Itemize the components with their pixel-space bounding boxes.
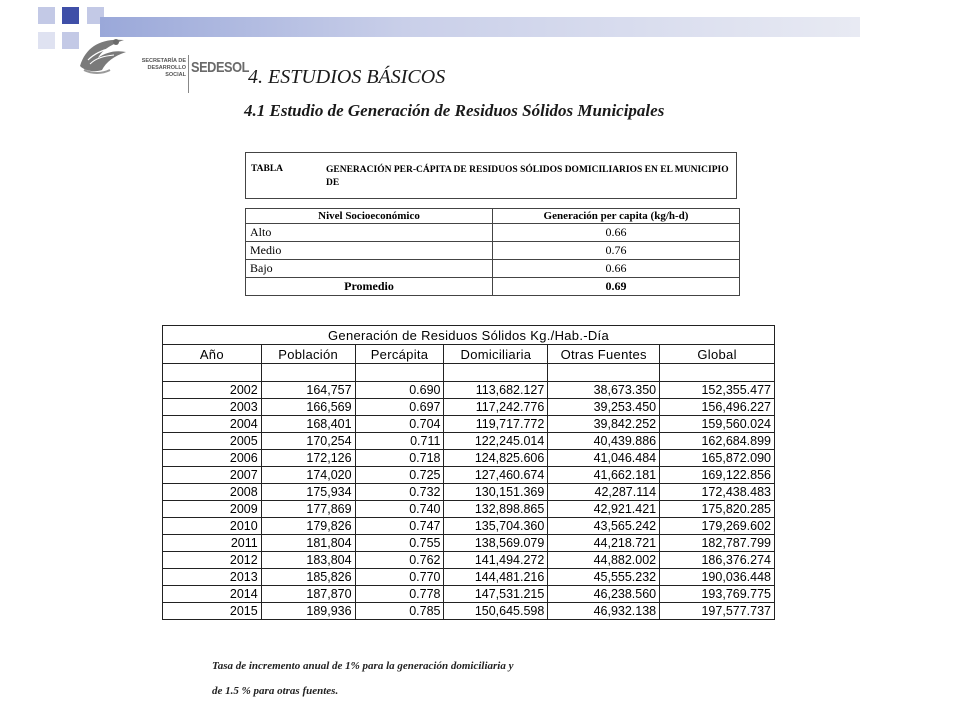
percapita-value: 0.66 xyxy=(493,260,740,278)
percapita-row xyxy=(246,260,740,278)
blank-cell xyxy=(261,364,355,382)
cell-year: 2011 xyxy=(163,535,262,552)
cell-domestic: 132,898.865 xyxy=(444,501,548,518)
cell-domestic: 130,151.369 xyxy=(444,484,548,501)
cell-domestic: 138,569.079 xyxy=(444,535,548,552)
page-title: 4. ESTUDIOS BÁSICOS xyxy=(248,66,446,88)
decor-square-4 xyxy=(38,32,55,49)
percapita-average-row xyxy=(246,278,740,296)
cell-other-sources: 41,662.181 xyxy=(548,467,660,484)
cell-year: 2006 xyxy=(163,450,262,467)
blank-cell xyxy=(163,364,262,382)
table-row xyxy=(163,399,775,416)
table-row xyxy=(163,603,775,620)
cell-year: 2004 xyxy=(163,416,262,433)
logo-ministry-text xyxy=(130,58,186,79)
percapita-level: Alto xyxy=(246,224,493,242)
page-subtitle: 4.1 Estudio de Generación de Residuos Sólidos Municipales xyxy=(244,101,665,120)
cell-population: 187,870 xyxy=(261,586,355,603)
cell-percapita: 0.747 xyxy=(355,518,444,535)
cell-other-sources: 39,253.450 xyxy=(548,399,660,416)
cell-population: 168,401 xyxy=(261,416,355,433)
cell-percapita: 0.770 xyxy=(355,569,444,586)
percapita-header-generation: Generación per capita (kg/h-d) xyxy=(493,209,740,224)
cell-percapita: 0.704 xyxy=(355,416,444,433)
table-row xyxy=(163,501,775,518)
cell-population: 177,869 xyxy=(261,501,355,518)
caption-label: TABLA xyxy=(251,164,284,174)
cell-year: 2003 xyxy=(163,399,262,416)
cell-year: 2008 xyxy=(163,484,262,501)
cell-other-sources: 44,882.002 xyxy=(548,552,660,569)
table-row xyxy=(163,552,775,569)
table-row xyxy=(163,569,775,586)
cell-population: 185,826 xyxy=(261,569,355,586)
cell-domestic: 127,460.674 xyxy=(444,467,548,484)
percapita-average-label: Promedio xyxy=(246,278,493,296)
cell-percapita: 0.718 xyxy=(355,450,444,467)
cell-year: 2012 xyxy=(163,552,262,569)
generation-header-row xyxy=(163,345,775,364)
cell-year: 2010 xyxy=(163,518,262,535)
cell-population: 175,934 xyxy=(261,484,355,501)
generation-title-row xyxy=(163,326,775,345)
header-year: Año xyxy=(163,345,262,364)
cell-percapita: 0.755 xyxy=(355,535,444,552)
cell-percapita: 0.711 xyxy=(355,433,444,450)
caption-text: GENERACIÓN PER-CÁPITA DE RESIDUOS SÓLIDOS DOMICILIARIOS EN EL MUNICIPIO DE xyxy=(326,165,729,188)
cell-year: 2014 xyxy=(163,586,262,603)
cell-percapita: 0.690 xyxy=(355,382,444,399)
percapita-value: 0.76 xyxy=(493,242,740,260)
cell-year: 2013 xyxy=(163,569,262,586)
note-line-2: de 1.5 % para otras fuentes. xyxy=(212,685,339,697)
cell-domestic: 122,245.014 xyxy=(444,433,548,450)
cell-population: 170,254 xyxy=(261,433,355,450)
cell-global: 190,036.448 xyxy=(660,569,775,586)
table-row xyxy=(163,467,775,484)
cell-domestic: 117,242.776 xyxy=(444,399,548,416)
blank-cell xyxy=(660,364,775,382)
table-row xyxy=(163,535,775,552)
cell-global: 186,376.274 xyxy=(660,552,775,569)
cell-year: 2015 xyxy=(163,603,262,620)
blank-row xyxy=(163,364,775,382)
header-percapita: Percápita xyxy=(355,345,444,364)
cell-global: 179,269.602 xyxy=(660,518,775,535)
cell-global: 162,684.899 xyxy=(660,433,775,450)
cell-year: 2009 xyxy=(163,501,262,518)
cell-domestic: 113,682.127 xyxy=(444,382,548,399)
percapita-level: Bajo xyxy=(246,260,493,278)
cell-other-sources: 40,439.886 xyxy=(548,433,660,450)
cell-other-sources: 39,842.252 xyxy=(548,416,660,433)
cell-domestic: 141,494.272 xyxy=(444,552,548,569)
cell-population: 183,804 xyxy=(261,552,355,569)
generation-table xyxy=(162,325,775,620)
cell-global: 152,355.477 xyxy=(660,382,775,399)
cell-other-sources: 38,673.350 xyxy=(548,382,660,399)
table-row xyxy=(163,450,775,467)
cell-global: 156,496.227 xyxy=(660,399,775,416)
cell-other-sources: 42,287.114 xyxy=(548,484,660,501)
cell-year: 2007 xyxy=(163,467,262,484)
table-row xyxy=(163,484,775,501)
cell-year: 2005 xyxy=(163,433,262,450)
table-row xyxy=(163,518,775,535)
cell-domestic: 119,717.772 xyxy=(444,416,548,433)
cell-domestic: 150,645.598 xyxy=(444,603,548,620)
logo-separator xyxy=(188,55,189,93)
cell-percapita: 0.762 xyxy=(355,552,444,569)
eagle-emblem-icon xyxy=(72,26,130,82)
percapita-row xyxy=(246,224,740,242)
logo-line-2: DESARROLLO xyxy=(147,65,186,71)
cell-year: 2002 xyxy=(163,382,262,399)
decor-square-1 xyxy=(38,7,55,24)
logo-line-3: SOCIAL xyxy=(165,72,186,78)
cell-population: 181,804 xyxy=(261,535,355,552)
cell-population: 172,126 xyxy=(261,450,355,467)
cell-domestic: 124,825.606 xyxy=(444,450,548,467)
cell-population: 189,936 xyxy=(261,603,355,620)
cell-population: 166,569 xyxy=(261,399,355,416)
cell-domestic: 135,704.360 xyxy=(444,518,548,535)
cell-population: 174,020 xyxy=(261,467,355,484)
cell-global: 193,769.775 xyxy=(660,586,775,603)
header-global: Global xyxy=(660,345,775,364)
blank-cell xyxy=(355,364,444,382)
generation-table-title: Generación de Residuos Sólidos Kg./Hab.-Día xyxy=(163,326,775,345)
percapita-level: Medio xyxy=(246,242,493,260)
percapita-value: 0.66 xyxy=(493,224,740,242)
cell-percapita: 0.740 xyxy=(355,501,444,518)
header-domestic: Domiciliaria xyxy=(444,345,548,364)
table-row xyxy=(163,416,775,433)
cell-global: 172,438.483 xyxy=(660,484,775,501)
percapita-header-level: Nivel Socioeconómico xyxy=(246,209,493,224)
cell-percapita: 0.732 xyxy=(355,484,444,501)
cell-global: 175,820.285 xyxy=(660,501,775,518)
header-population: Población xyxy=(261,345,355,364)
cell-percapita: 0.725 xyxy=(355,467,444,484)
percapita-table xyxy=(245,208,740,296)
percapita-header-row xyxy=(246,209,740,224)
table-row xyxy=(163,382,775,399)
cell-population: 179,826 xyxy=(261,518,355,535)
logo-brand: SEDESOL xyxy=(191,59,249,76)
cell-global: 169,122.856 xyxy=(660,467,775,484)
cell-domestic: 147,531.215 xyxy=(444,586,548,603)
cell-global: 165,872.090 xyxy=(660,450,775,467)
cell-other-sources: 43,565.242 xyxy=(548,518,660,535)
cell-other-sources: 44,218.721 xyxy=(548,535,660,552)
cell-global: 197,577.737 xyxy=(660,603,775,620)
cell-percapita: 0.785 xyxy=(355,603,444,620)
blank-cell xyxy=(548,364,660,382)
blank-cell xyxy=(444,364,548,382)
cell-other-sources: 46,932.138 xyxy=(548,603,660,620)
table-row xyxy=(163,433,775,450)
cell-other-sources: 42,921.421 xyxy=(548,501,660,518)
cell-percapita: 0.778 xyxy=(355,586,444,603)
percapita-row xyxy=(246,242,740,260)
decor-square-2 xyxy=(62,7,79,24)
cell-other-sources: 41,046.484 xyxy=(548,450,660,467)
table-row xyxy=(163,586,775,603)
cell-global: 182,787.799 xyxy=(660,535,775,552)
cell-domestic: 144,481.216 xyxy=(444,569,548,586)
table-caption-box xyxy=(245,152,737,199)
cell-other-sources: 45,555.232 xyxy=(548,569,660,586)
cell-global: 159,560.024 xyxy=(660,416,775,433)
cell-other-sources: 46,238.560 xyxy=(548,586,660,603)
note-line-1: Tasa de incremento anual de 1% para la generación domiciliaria y xyxy=(212,660,514,672)
header-other-sources: Otras Fuentes xyxy=(548,345,660,364)
logo-line-1: SECRETARÍA DE xyxy=(141,58,186,64)
cell-population: 164,757 xyxy=(261,382,355,399)
sedesol-logo xyxy=(72,26,249,94)
percapita-average-value: 0.69 xyxy=(493,278,740,296)
cell-percapita: 0.697 xyxy=(355,399,444,416)
